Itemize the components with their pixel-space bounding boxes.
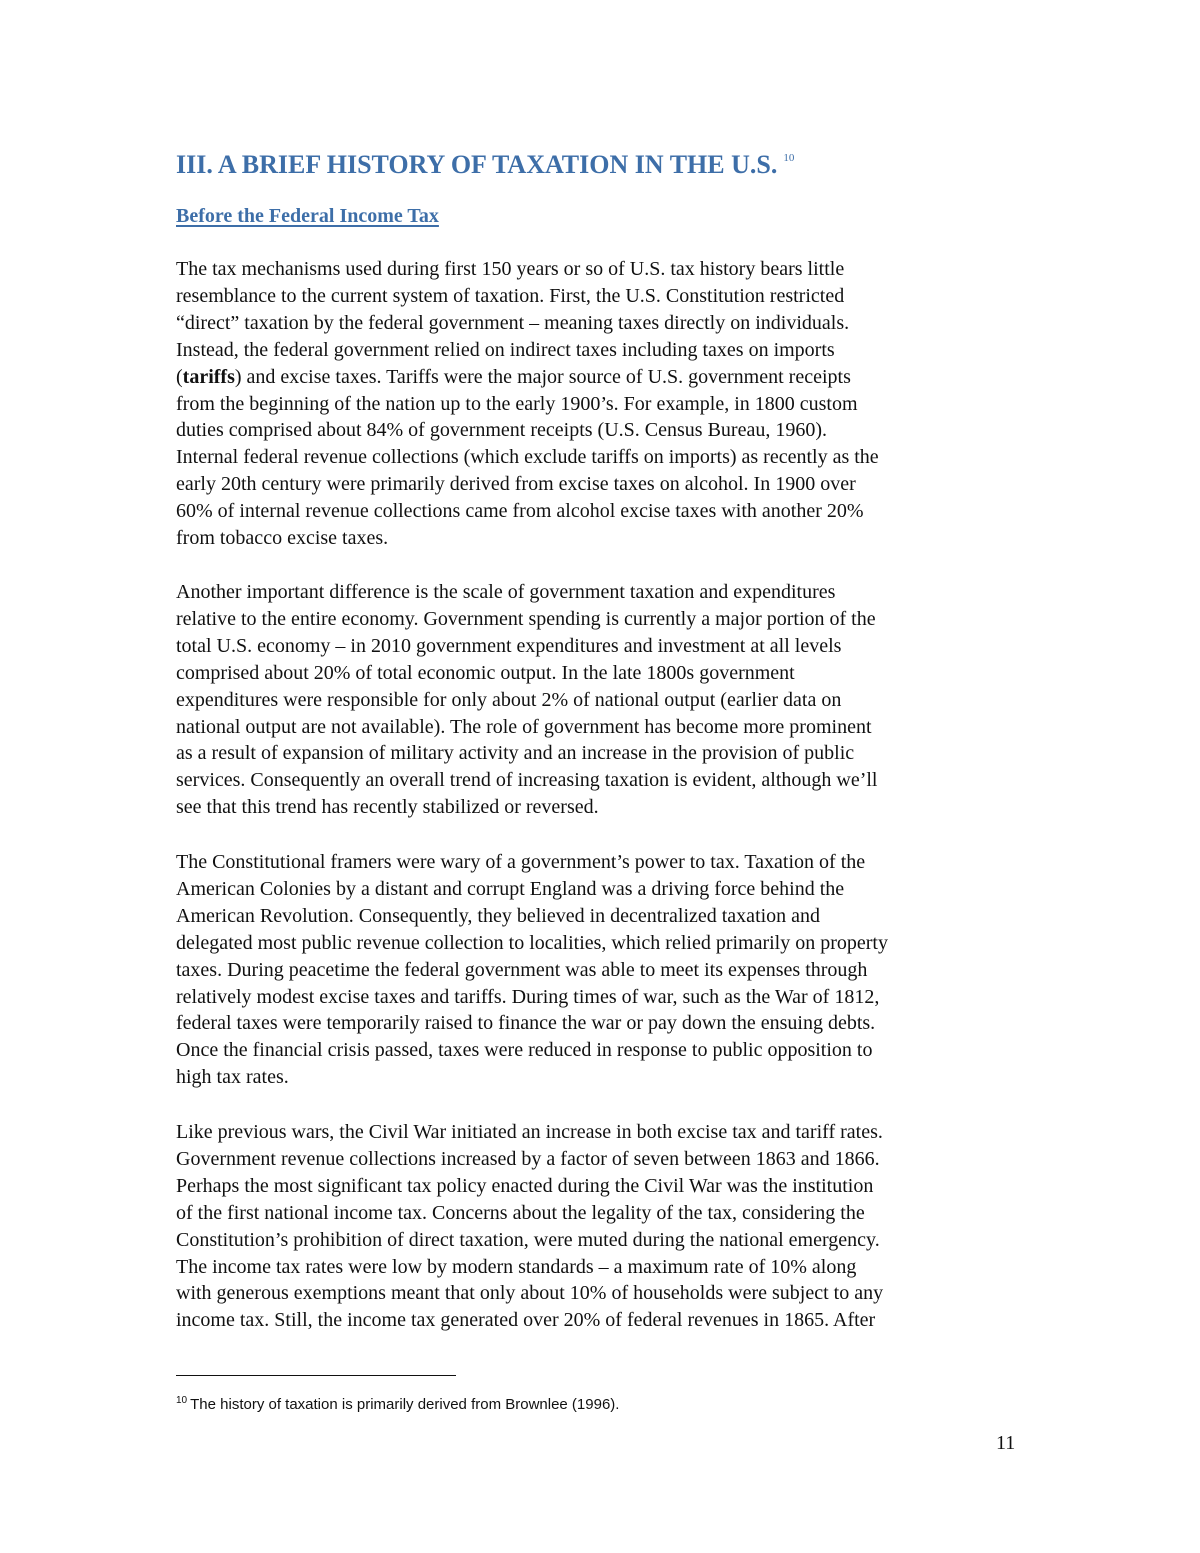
text-line: The Constitutional framers were wary of a government’s power to tax. Taxation of the	[176, 851, 866, 873]
footnote	[176, 1391, 619, 1415]
text-line: American Colonies by a distant and corrupt England was a driving force behind the	[176, 877, 845, 900]
footnote-divider	[176, 1375, 456, 1376]
text-line: income tax. Still, the income tax generated over 20% of federal revenues in 1865. After	[176, 1309, 876, 1332]
text-line: Once the financial crisis passed, taxes were reduced in response to public opposition to	[176, 1039, 873, 1062]
text-line: Another important difference is the scale of government taxation and expenditures	[176, 581, 836, 603]
paragraph-2	[176, 579, 1056, 821]
text-line: with generous exemptions meant that only about 10% of households were subject to any	[176, 1282, 884, 1305]
text-line: from tobacco excise taxes.	[176, 527, 389, 550]
text-line: as a result of expansion of military activity and an increase in the provision of public	[176, 742, 855, 765]
text-line: federal taxes were temporarily raised to finance the war or pay down the ensuing debts.	[176, 1012, 876, 1035]
subsection-heading: Before the Federal Income Tax	[176, 205, 439, 227]
text-line: The income tax rates were low by modern standards – a maximum rate of 10% along	[176, 1255, 857, 1278]
text-line: comprised about 20% of total economic output. In the late 1800s government	[176, 661, 795, 684]
text-line: 60% of internal revenue collections came from alcohol excise taxes with another 20%	[176, 500, 864, 523]
text-line: high tax rates.	[176, 1066, 289, 1089]
text-line: relative to the entire economy. Government spending is currently a major portion of the	[176, 607, 876, 630]
footnote-number: 10	[176, 1395, 188, 1406]
text-run: (	[176, 365, 183, 388]
text-line: The tax mechanisms used during first 150 years or so of U.S. tax history bears little	[176, 258, 845, 280]
text-line: Perhaps the most significant tax policy enacted during the Civil War was the institution	[176, 1174, 874, 1197]
text-line: resemblance to the current system of taxation. First, the U.S. Constitution restricted	[176, 284, 845, 307]
text-line: of the first national income tax. Concerns about the legality of the tax, considering the	[176, 1201, 865, 1224]
footnote-text: The history of taxation is primarily derived from Brownlee (1996).	[190, 1396, 620, 1413]
text-line: “direct” taxation by the federal government – meaning taxes directly on individuals.	[176, 311, 850, 334]
section-heading: III. A BRIEF HISTORY OF TAXATION IN THE U.S. $^{10}$	[176, 150, 795, 179]
text-run: ) and excise taxes. Tariffs were the major source of U.S. government receipts	[234, 365, 851, 388]
text-line: Internal federal revenue collections (which exclude tariffs on imports) as recently as the	[176, 446, 879, 469]
text-line: from the beginning of the nation up to the early 1900’s. For example, in 1800 custom	[176, 392, 858, 415]
text-line: early 20th century were primarily derived from excise taxes on alcohol. In 1900 over	[176, 473, 856, 496]
text-line: Government revenue collections increased by a factor of seven between 1863 and 1866.	[176, 1147, 880, 1170]
text-line: Constitution’s prohibition of direct taxation, were muted during the national emergency.	[176, 1228, 880, 1251]
heading-footnote-ref[interactable]: 10	[783, 152, 795, 164]
text-line: relatively modest excise taxes and tariffs. During times of war, such as the War of 1812,	[176, 985, 880, 1008]
text-line: American Revolution. Consequently, they believed in decentralized taxation and	[176, 904, 821, 927]
text-line: delegated most public revenue collection to localities, which relied primarily on property	[176, 931, 888, 954]
text-line: see that this trend has recently stabilized or reversed.	[176, 796, 599, 819]
text-line: total U.S. economy – in 2010 government expenditures and investment at all levels	[176, 634, 842, 657]
text-line: national output are not available). The role of government has become more prominent	[176, 715, 872, 738]
text-line: Like previous wars, the Civil War initiated an increase in both excise tax and tariff rates.	[176, 1121, 883, 1143]
text-line: services. Consequently an overall trend of increasing taxation is evident, although we’ll	[176, 769, 878, 792]
text-line: taxes. During peacetime the federal government was able to meet its expenses through	[176, 958, 868, 981]
bold-term: tariffs	[182, 365, 235, 388]
text-line	[176, 364, 1056, 391]
page-number: 11	[996, 1432, 1016, 1454]
text-line: Instead, the federal government relied on indirect taxes including taxes on imports	[176, 338, 835, 361]
text-line: expenditures were responsible for only about 2% of national output (earlier data on	[176, 688, 842, 711]
paragraph-1	[176, 256, 1056, 552]
paragraph-3	[176, 849, 1056, 1091]
text-line: duties comprised about 84% of government receipts (U.S. Census Bureau, 1960).	[176, 419, 827, 442]
paragraph-4	[176, 1119, 1056, 1334]
